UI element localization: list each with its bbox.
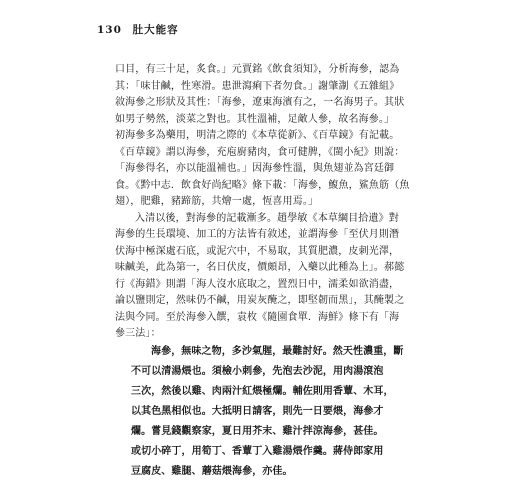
quote-line: 爛。嘗見錢觀察家，夏日用芥末、雞汁拌涼海參，甚佳。	[131, 426, 384, 437]
text-line: 其：「味甘鹹，性寒滑。患泄瀉痢下者勿食。」謝肇淛《五雜組》	[115, 80, 400, 92]
text-line: 「海參得名，亦以能溫補也。」因海參性溫，與魚翅並為宮廷御	[115, 163, 395, 174]
running-header	[97, 22, 179, 37]
text-line: 參三法」：	[115, 328, 161, 339]
body-text	[115, 62, 410, 343]
quote-line: 海參，無味之物，多沙氣腥，最難討好。然天性濃重，斷	[151, 346, 404, 357]
quote-line: 以其色黑相似也。大抵明日請客，則先一日要煨，海參才	[131, 406, 384, 417]
text-line: 敘海參之形狀及其性：「海參，遼東海濱有之，一名海男子。其狀	[115, 97, 405, 108]
page-number: 130	[97, 24, 122, 36]
text-line: 口目，有三十足，炙食。」元賈銘《飲食須知》，分析海參，認為	[115, 64, 400, 75]
text-line: 法與今同。至於海參入饌，袁枚《隨園食單．海鮮》條下有「海	[115, 311, 400, 323]
text-line: 翅），肥雞，豬蹄筋，共燴一處，恆喜用焉。」	[115, 196, 319, 207]
block-quote	[131, 342, 404, 482]
quote-line: 或切小碎丁，用筍丁、香蕈丁入雞湯煨作羹。蔣侍郎家用	[131, 446, 384, 457]
text-line: 伏海中極深處石底，或泥穴中，不易取，其質肥濃，皮刺光澤，	[115, 245, 400, 257]
text-line: 《百草鏡》謂以海參，充庖廚豬肉，食可健脾，《閩小紀》則說：	[115, 146, 405, 158]
quote-line: 豆腐皮、雞腿、蘑菇煨海參，亦佳。	[131, 466, 293, 477]
text-line: 如男子勢然，淡菜之對也。其性溫補，足敵人參，故名海參。」	[115, 113, 395, 125]
chapter-title: 肚大能容	[132, 24, 179, 36]
paragraph-start-line: 入清以後，對海參的記載漸多。趙學敏《本草綱目拾遺》對	[135, 212, 399, 224]
text-line: 海參的生長環境、加工的方法皆有敘述，並謂海參「至伏月則潛	[115, 229, 400, 240]
text-line: 味鹹美，此為第一，名日伏皮，價頗昂，入藥以此種為上」。郝懿	[115, 262, 405, 273]
quote-line: 不可以清湯煨也。須檢小刺參，先泡去沙泥，用肉湯滾泡	[131, 366, 384, 377]
text-line: 論以鹽則定，然味仍不鹹，用炭灰醃之，即堅韌而黑」，其醃製之	[115, 295, 405, 306]
text-line: 行《海錯》則謂「海人沒水底取之，置烈日中，濡柔如欲消盡，	[115, 278, 400, 290]
text-line: 初海參多為藥用，明清之際的《本草從新》、《百草鏡》有記載。	[115, 130, 400, 141]
text-line: 食。《黔中志．飲食好尚紀略》條下載：「海參，鰒魚，鯊魚筋（魚	[115, 179, 410, 191]
quote-line: 三次，然後以雞、肉兩汁紅煨極爛。輔佐則用香蕈、木耳，	[131, 386, 394, 397]
